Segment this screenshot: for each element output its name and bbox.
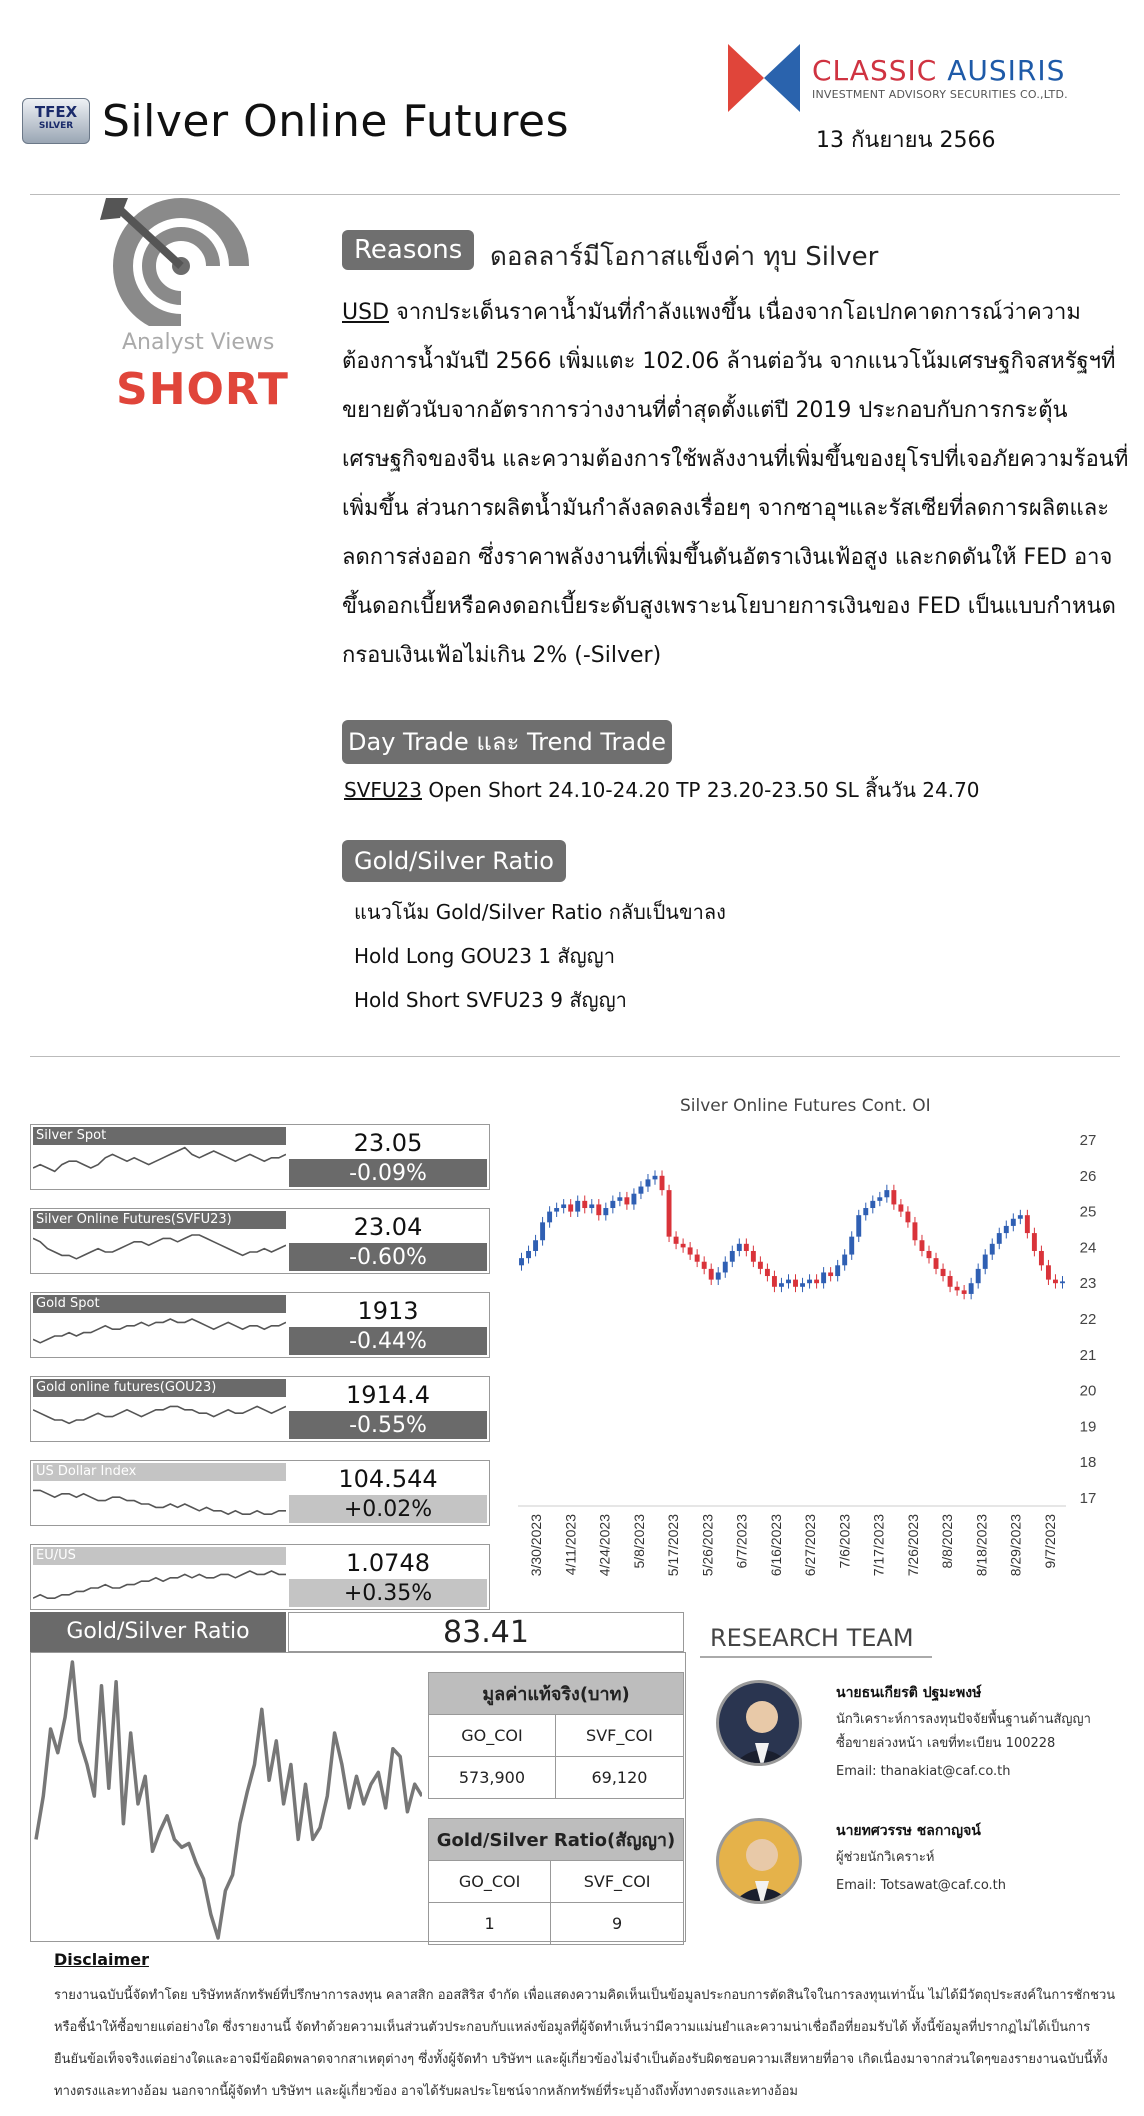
real-value-col2: SVF_COI xyxy=(555,1715,683,1757)
chart-title: Silver Online Futures Cont. OI xyxy=(680,1096,931,1116)
market-price: 104.544 xyxy=(338,1465,438,1493)
analyst-view: SHORT xyxy=(116,364,289,415)
real-value-title: มูลค่าแท้จริง(บาท) xyxy=(429,1673,684,1715)
candle-body xyxy=(589,1204,594,1208)
candle-body xyxy=(568,1204,573,1211)
candle-body xyxy=(554,1208,559,1212)
company-name-a: CLASSIC xyxy=(812,54,938,87)
candle-body xyxy=(877,1197,882,1201)
gsratio-line2: Hold Long GOU23 1 สัญญา xyxy=(354,944,615,968)
candle-body xyxy=(533,1240,538,1251)
candle-body xyxy=(681,1244,686,1248)
candle-body xyxy=(603,1208,608,1215)
disclaimer-title: Disclaimer xyxy=(54,1950,149,1969)
team-member-2 xyxy=(836,1820,1006,1898)
market-panel xyxy=(30,1376,490,1442)
candle-body xyxy=(941,1269,946,1276)
team-member-1 xyxy=(836,1682,1091,1784)
candle-body xyxy=(870,1201,875,1208)
market-sparkline xyxy=(33,1229,286,1271)
y-tick-label: 26 xyxy=(1079,1167,1097,1185)
candle-body xyxy=(905,1212,910,1223)
market-panel xyxy=(30,1460,490,1526)
candle-body xyxy=(575,1201,580,1212)
real-value-col1: GO_COI xyxy=(429,1715,556,1757)
contract-ratio-v2: 9 xyxy=(551,1903,684,1945)
company-name-b: AUSIRIS xyxy=(947,54,1066,87)
y-tick-label: 25 xyxy=(1079,1203,1097,1221)
ratio-line xyxy=(36,1662,422,1938)
candle-body xyxy=(856,1215,861,1236)
member1-license: ซื้อขายล่วงหน้า เลขที่ทะเบียน 100228 xyxy=(836,1736,1056,1751)
candle-body xyxy=(1039,1251,1044,1265)
candle-body xyxy=(695,1255,700,1262)
candle-body xyxy=(709,1269,714,1280)
candle-body xyxy=(737,1244,742,1251)
member2-role: ผู้ช่วยนักวิเคราะห์ xyxy=(836,1850,935,1865)
sparkline-path xyxy=(33,1406,286,1423)
market-change: -0.55% xyxy=(289,1411,487,1439)
candle-body xyxy=(519,1258,524,1265)
contract-ratio-v1: 1 xyxy=(429,1903,551,1945)
candle-body xyxy=(758,1262,763,1269)
member2-email: Email: Totsawat@caf.co.th xyxy=(836,1878,1007,1893)
candle-body xyxy=(849,1237,854,1255)
divider xyxy=(30,194,1120,195)
candle-body xyxy=(646,1179,651,1186)
x-tick-label: 6/16/2023 xyxy=(767,1514,784,1577)
ratio-value: 83.41 xyxy=(288,1612,684,1652)
real-value-v2: 69,120 xyxy=(555,1757,683,1799)
market-name: US Dollar Index xyxy=(33,1463,286,1481)
market-panel xyxy=(30,1292,490,1358)
candle-body xyxy=(1053,1280,1058,1284)
candle-body xyxy=(920,1240,925,1251)
candle-body xyxy=(983,1255,988,1269)
contract-ratio-table xyxy=(428,1818,684,1945)
ratio-chart xyxy=(32,1656,422,1940)
market-name: Gold online futures(GOU23) xyxy=(33,1379,286,1397)
analyst-label: Analyst Views xyxy=(122,330,275,355)
gsratio-line1: แนวโน้ม Gold/Silver Ratio กลับเป็นขาลง xyxy=(354,900,726,924)
market-name: EU/US xyxy=(33,1547,286,1565)
market-price: 23.04 xyxy=(353,1213,423,1241)
y-tick-label: 21 xyxy=(1079,1346,1097,1364)
x-tick-label: 7/17/2023 xyxy=(870,1514,887,1577)
market-change: -0.44% xyxy=(289,1327,487,1355)
candle-body xyxy=(1011,1219,1016,1226)
candle-body xyxy=(617,1197,622,1201)
candle-body xyxy=(744,1244,749,1251)
company-name xyxy=(812,54,1065,87)
sparkline-path xyxy=(33,1490,286,1514)
trade-text: Open Short 24.10-24.20 TP 23.20-23.50 SL สิ้นวัน 24.70 xyxy=(421,778,980,802)
y-tick-label: 27 xyxy=(1079,1132,1097,1149)
ratio-label: Gold/Silver Ratio xyxy=(30,1612,286,1652)
candle-body xyxy=(610,1201,615,1208)
candle-body xyxy=(1060,1281,1065,1283)
market-sparkline xyxy=(33,1481,286,1523)
market-sparkline xyxy=(33,1397,286,1439)
candle-body xyxy=(779,1283,784,1287)
x-tick-label: 5/8/2023 xyxy=(630,1514,647,1569)
market-price: 1914.4 xyxy=(346,1381,430,1409)
candle-body xyxy=(835,1265,840,1276)
market-sparkline xyxy=(33,1313,286,1355)
y-tick-label: 18 xyxy=(1079,1454,1097,1472)
real-value-v1: 573,900 xyxy=(429,1757,556,1799)
page-title: Silver Online Futures xyxy=(102,96,570,147)
sparkline-path xyxy=(33,1571,286,1598)
candle-body xyxy=(927,1251,932,1258)
candle-body xyxy=(863,1208,868,1215)
market-change: -0.09% xyxy=(289,1159,487,1187)
divider xyxy=(30,1056,1120,1057)
candle-body xyxy=(751,1251,756,1262)
market-price: 23.05 xyxy=(353,1129,423,1157)
reasons-text: จากประเด็นราคาน้ำมันที่กำลังแพงขึ้น เนื่องจากโอเปกคาดการณ์ว่าความต้องการน้ำมันปี 2566 เพิ่มแตะ 102.06 ล้านต่อวัน จากแนวโน้มเศรษฐกิจสหรัฐฯที่ขยายตัวนับจากอัตราการว่างงานที่ต่ำสุดตั้งแต่ปี 2019 ประกอบกับการกระตุ้นเศรษฐกิจของจีน และความต้องการใช้พลังงานที่เพิ่มขึ้นของยุโรปที่เจอภัยความร้อนที่เพิ่มขึ้น ส่วนการผลิตน้ำมันกำลังลดลงเรื่อยๆ จากซาอุฯและรัสเซียที่ลดการผลิตและลดการส่งออก ซึ่งราคาพลังงานที่เพิ่มขึ้นดันอัตราเงินเฟ้อสูง และกดดันให้ FED อาจขึ้นดอกเบี้ยหรือคงดอกเบี้ยระดับสูงเพราะนโยบายการเงินของ FED เป็นแบบกำหนดกรอบเงินเฟ้อไม่เกิน 2% (-Silver) xyxy=(342,300,1129,668)
candle-body xyxy=(638,1187,643,1194)
contract-ratio-col1: GO_COI xyxy=(429,1861,551,1903)
market-name: Silver Online Futures(SVFU23) xyxy=(33,1211,286,1229)
x-tick-label: 6/27/2023 xyxy=(802,1514,819,1577)
market-sparkline xyxy=(33,1565,286,1607)
team-title: RESEARCH TEAM xyxy=(710,1624,914,1652)
candle-body xyxy=(955,1287,960,1291)
gsratio-pill: Gold/Silver Ratio xyxy=(342,840,566,882)
candle-body xyxy=(898,1204,903,1211)
candle-body xyxy=(962,1290,967,1294)
avatar xyxy=(716,1818,802,1904)
market-price: 1913 xyxy=(357,1297,419,1325)
candle-body xyxy=(1018,1215,1023,1219)
real-value-table xyxy=(428,1672,684,1799)
y-tick-label: 22 xyxy=(1079,1311,1097,1328)
market-panel xyxy=(30,1124,490,1190)
candle-body xyxy=(786,1280,791,1284)
candle-body xyxy=(990,1244,995,1255)
member2-name: นายทศวรรษ ชลกาญจน์ xyxy=(836,1823,981,1839)
x-tick-label: 8/8/2023 xyxy=(939,1514,956,1569)
candle-body xyxy=(547,1212,552,1223)
y-tick-label: 24 xyxy=(1079,1239,1097,1257)
trade-pill: Day Trade และ Trend Trade xyxy=(342,720,672,764)
tfex-sub: SILVER xyxy=(38,121,74,131)
member1-name: นายธนเกียรติ ปฐมะพงษ์ xyxy=(836,1685,982,1701)
contract-ratio-title: Gold/Silver Ratio(สัญญา) xyxy=(429,1819,684,1861)
candle-body xyxy=(828,1272,833,1276)
market-name: Gold Spot xyxy=(33,1295,286,1313)
disclaimer-body: รายงานฉบับนี้จัดทำโดย บริษัทหลักทรัพย์ที่ปรึกษาการลงทุน คลาสสิก ออสสิริส จำกัด เพื่อแสดงความคิดเห็นเป็นข้อมูลประกอบการตัดสินใจในการลงทุนเท่านั้น ไม่ได้มีวัตถุประสงค์ในการชักชวนหรือชี้นำให้ซื้อขายแต่อย่างใด ซึ่งรายงานนี้ จัดทำด้วยความเห็นส่วนตัวประกอบกับแหล่งข้อมูลที่ผู้จัดทำเห็นว่ามีความแม่นยำและความน่าเชื่อถือที่ยอมรับได้ ทั้งนี้ข้อมูลที่ปรากฏไม่ได้เป็นการยืนยันข้อเท็จจริงแต่อย่างใดและอาจมีข้อผิดพลาดจากสาเหตุต่างๆ ซึ่งทั้งผู้จัดทำ บริษัทฯ และผู้เกี่ยวข้องไม่จำเป็นต้องรับผิดชอบความเสียหายที่อาจ เกิดเนื่องมาจากส่วนใดๆของรายงานฉบับนี้ทั้งทางตรงและทางอ้อม นอกจากนี้ผู้จัดทำ บริษัทฯ และผู้เกี่ยวข้อง อาจได้รับผลประโยชน์จากหลักทรัพย์ที่ระบุอ้างถึงทั้งทางตรงและทางอ้อม xyxy=(54,1988,1116,2099)
reasons-pill: Reasons xyxy=(342,230,474,270)
candle-body xyxy=(674,1237,679,1244)
candle-body xyxy=(716,1272,721,1279)
x-tick-label: 8/18/2023 xyxy=(973,1514,990,1577)
candle-body xyxy=(976,1269,981,1283)
candle-body xyxy=(842,1255,847,1266)
candle-body xyxy=(1004,1226,1009,1233)
y-tick-label: 17 xyxy=(1079,1490,1097,1507)
candle-body xyxy=(660,1176,665,1190)
candle-body xyxy=(582,1201,587,1208)
candle-body xyxy=(688,1247,693,1254)
candle-body xyxy=(997,1233,1002,1244)
trade-signal xyxy=(344,774,980,806)
usd-link: USD xyxy=(342,300,390,325)
candle-body xyxy=(793,1280,798,1287)
candle-body xyxy=(772,1276,777,1287)
x-tick-label: 6/7/2023 xyxy=(733,1514,750,1569)
candle-body xyxy=(969,1283,974,1294)
target-icon xyxy=(96,196,266,326)
avatar xyxy=(716,1680,802,1766)
market-change: -0.60% xyxy=(289,1243,487,1271)
candle-body xyxy=(667,1190,672,1237)
company-subtitle: INVESTMENT ADVISORY SECURITIES CO.,LTD. xyxy=(812,88,1068,101)
market-change: +0.35% xyxy=(289,1579,487,1607)
x-tick-label: 8/29/2023 xyxy=(1007,1514,1024,1577)
candle-body xyxy=(821,1272,826,1283)
candle-body xyxy=(807,1280,812,1284)
x-tick-label: 7/26/2023 xyxy=(904,1514,921,1577)
x-tick-label: 4/11/2023 xyxy=(562,1514,579,1576)
x-tick-label: 3/30/2023 xyxy=(528,1514,545,1577)
candle-body xyxy=(884,1190,889,1197)
x-tick-label: 5/26/2023 xyxy=(699,1514,716,1577)
candle-body xyxy=(912,1222,917,1240)
market-panel xyxy=(30,1544,490,1610)
candle-body xyxy=(561,1204,566,1208)
candle-body xyxy=(934,1258,939,1269)
market-name: Silver Spot xyxy=(33,1127,286,1145)
candle-body xyxy=(765,1269,770,1276)
candle-body xyxy=(702,1262,707,1269)
candle-body xyxy=(1025,1215,1030,1233)
market-panel xyxy=(30,1208,490,1274)
gsratio-line3: Hold Short SVFU23 9 สัญญา xyxy=(354,988,627,1012)
market-sparkline xyxy=(33,1145,286,1187)
candle-body xyxy=(653,1176,658,1180)
x-tick-label: 7/6/2023 xyxy=(836,1514,853,1569)
candle-body xyxy=(723,1262,728,1273)
member1-email: Email: thanakiat@caf.co.th xyxy=(836,1764,1011,1779)
reasons-headline: ดอลลาร์มีโอกาสแข็งค่า ทุบ Silver xyxy=(490,242,879,272)
company-logo-icon xyxy=(728,44,800,112)
x-tick-label: 4/24/2023 xyxy=(596,1514,613,1577)
candle-body xyxy=(631,1194,636,1205)
tfex-logo xyxy=(22,98,90,144)
contract-ratio-col2: SVF_COI xyxy=(551,1861,684,1903)
candle-body xyxy=(730,1251,735,1262)
member1-role: นักวิเคราะห์การลงทุนปัจจัยพื้นฐานด้านสัญญา xyxy=(836,1712,1091,1727)
candle-body xyxy=(800,1283,805,1287)
sparkline-path xyxy=(33,1319,286,1343)
candle-body xyxy=(948,1276,953,1287)
trade-symbol: SVFU23 xyxy=(344,778,422,802)
team-underline xyxy=(700,1656,932,1658)
candle-body xyxy=(1046,1265,1051,1279)
candle-body xyxy=(624,1197,629,1204)
sparkline-path xyxy=(33,1148,286,1172)
sparkline-path xyxy=(33,1235,286,1259)
y-tick-label: 20 xyxy=(1079,1382,1097,1400)
candle-body xyxy=(1032,1233,1037,1251)
tfex-badge: TFEX xyxy=(34,103,78,121)
market-price: 1.0748 xyxy=(346,1549,430,1577)
x-tick-label: 9/7/2023 xyxy=(1041,1514,1058,1569)
market-change: +0.02% xyxy=(289,1495,487,1523)
reasons-body xyxy=(342,288,1132,680)
x-tick-label: 5/17/2023 xyxy=(665,1514,682,1577)
candle-body xyxy=(540,1222,545,1240)
candle-body xyxy=(814,1280,819,1284)
report-date: 13 กันยายน 2566 xyxy=(816,128,996,153)
y-tick-label: 23 xyxy=(1079,1275,1097,1293)
candle-chart xyxy=(500,1120,1100,1610)
candle-body xyxy=(526,1251,531,1258)
candle-body xyxy=(891,1190,896,1204)
y-tick-label: 19 xyxy=(1079,1418,1097,1436)
candle-body xyxy=(596,1204,601,1215)
